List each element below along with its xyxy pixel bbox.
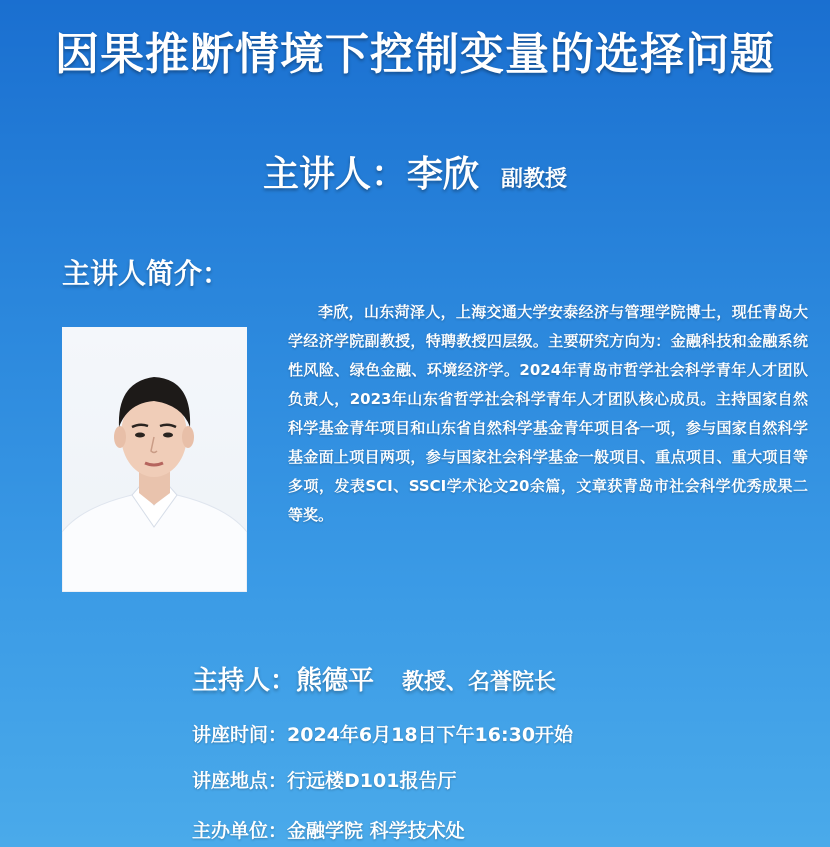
lecture-time-row bbox=[192, 720, 573, 747]
bio-heading: 主讲人简介： bbox=[62, 257, 231, 290]
lecture-place-value: 行远楼D101报告厅 bbox=[287, 770, 457, 792]
lecture-time-value: 2024年6月18日下午16:30开始 bbox=[287, 724, 574, 746]
portrait-photo-icon bbox=[62, 327, 247, 592]
organizer-row bbox=[192, 816, 465, 843]
organizer-value: 金融学院 科学技术处 bbox=[287, 820, 465, 842]
host-name: 熊德平 bbox=[296, 666, 375, 696]
speaker-line bbox=[0, 146, 830, 197]
lecture-time-label: 讲座时间： bbox=[192, 724, 288, 746]
host-label: 主持人： bbox=[192, 666, 297, 696]
lecture-place-row bbox=[192, 766, 456, 793]
speaker-label: 主讲人： bbox=[262, 154, 407, 195]
poster-title: 因果推断情境下控制变量的选择问题 bbox=[55, 29, 775, 80]
speaker-portrait-photo bbox=[62, 327, 247, 592]
host-line bbox=[192, 660, 556, 697]
lecture-place-label: 讲座地点： bbox=[192, 770, 288, 792]
speaker-title: 副教授 bbox=[501, 167, 568, 192]
speaker-name: 李欣 bbox=[406, 154, 479, 195]
organizer-label: 主办单位： bbox=[192, 820, 288, 842]
bio-text: 李欣，山东菏泽人，上海交通大学安泰经济与管理学院博士，现任青岛大学经济学院副教授，特聘教授四层级。主要研究方向为：金融科技和金融系统性风险、绿色金融、环境经济学。2024年青岛市哲学社会科学青年人才团队负责人，2023年山东省哲学社会科学青年人才团队核心成员。主持国家自然科学基金青年项目和山东省自然科学基金青年项目各一项，参与国家自然科学基金面上项目两项，参与国家社会科学基金一般项目、重点项目、重大项目等多项，发表SCI、SSCI学术论文20余篇，文章获青岛市社会科学优秀成果二等奖。 bbox=[288, 303, 808, 524]
host-title: 教授、名誉院长 bbox=[402, 670, 557, 695]
